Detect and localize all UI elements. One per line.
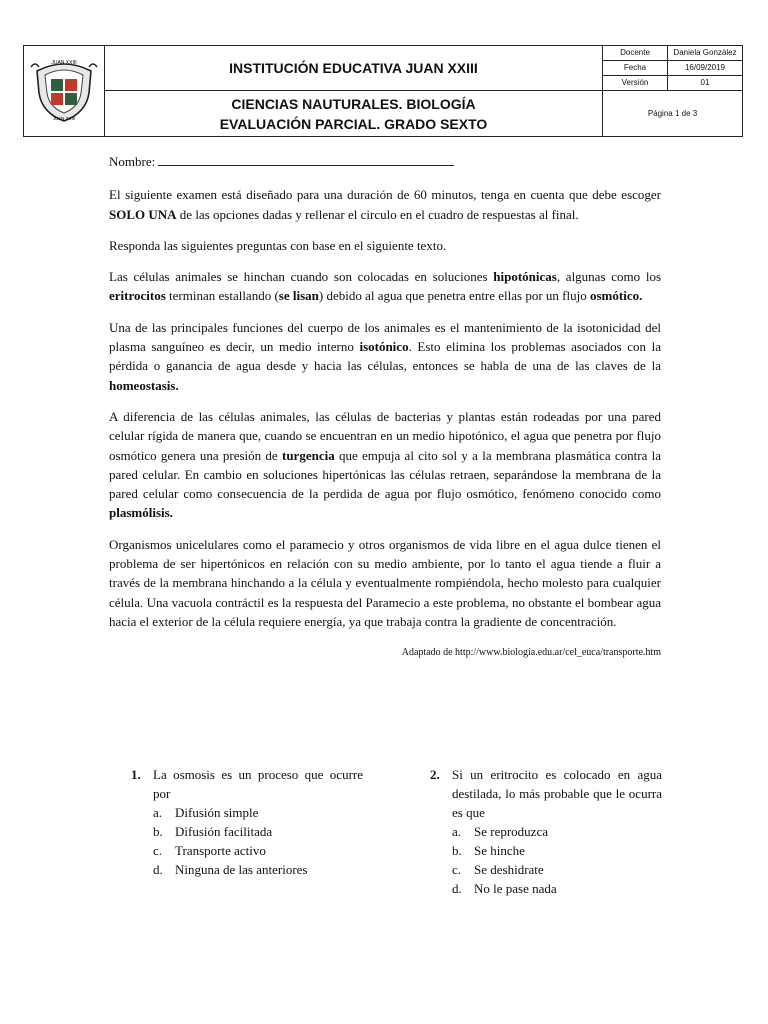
question-1-options <box>131 803 363 879</box>
option-b[interactable] <box>153 822 363 841</box>
name-field[interactable] <box>158 153 454 166</box>
option-c[interactable] <box>452 860 662 879</box>
p3-text-1: A diferencia de las células animales, las células de bacterias y plantas están rodeadas por una pared celular rígida de manera que, cuando se encuentran en un medio hipotónico, el agua que penetra por flujo osmótico genera una presión de <box>109 408 661 463</box>
meta-values-top <box>668 46 743 91</box>
docente-label: Docente <box>603 46 667 61</box>
name-line <box>109 152 661 171</box>
option-text: Transporte activo <box>175 843 266 858</box>
intro-bold: SOLO UNA <box>109 206 177 222</box>
p3-text-2: que empuja al cito sol y a la membrana plasmática contra la pared celular. En cambio en soluciones hipertónicas las células retraen, separándose la membrana de la pared celular como consecuencia de la perdida de agua por flujo osmótico, fenómeno conocido como <box>109 447 662 502</box>
p2-text-1: Una de las principales funciones del cuerpo de los animales es el mantenimiento de la isotonicidad del plasma sanguíneo es decir, un medio interno <box>109 319 661 355</box>
option-text: Se hinche <box>474 843 525 858</box>
paragraph-2 <box>109 318 661 395</box>
p2-bold-1: isotónico <box>359 339 409 355</box>
crest-bottom-text: JUAN XXIII <box>52 115 76 121</box>
school-crest-icon <box>29 53 99 125</box>
meta-labels-top <box>603 46 668 91</box>
fecha-label: Fecha <box>603 61 667 76</box>
paragraph-3 <box>109 407 661 523</box>
p1-text-3: terminan estallando ( <box>165 288 279 304</box>
subject-title-cell <box>105 91 603 137</box>
page-number: Página 1 de 3 <box>603 91 743 137</box>
question-2-options <box>430 822 662 898</box>
p2-bold-2: homeostasis. <box>109 377 179 393</box>
crest-top-text: JUAN XXIII <box>51 59 77 66</box>
version-value: 01 <box>700 78 710 87</box>
paragraph-1 <box>109 267 661 306</box>
option-text: Se reproduzca <box>474 824 548 839</box>
option-c[interactable] <box>153 841 363 860</box>
p1-text-2: , algunas como los <box>556 269 661 285</box>
document-header <box>23 45 743 137</box>
option-text: Se deshidrate <box>474 862 544 877</box>
question-number: 1. <box>131 767 141 782</box>
option-letter: b. <box>153 824 163 839</box>
option-d[interactable] <box>153 860 363 879</box>
question-2 <box>430 765 662 898</box>
intro-text-2: de las opciones dadas y rellenar el circulo en el cuadro de respuestas al final. <box>176 206 579 222</box>
option-a[interactable] <box>452 822 662 841</box>
question-1-header <box>131 765 363 803</box>
intro-paragraph <box>109 185 661 224</box>
docente-value: Daniela González <box>668 46 742 61</box>
option-text: Difusión facilitada <box>175 824 273 839</box>
option-text: Ninguna de las anteriores <box>175 862 308 877</box>
question-text: La osmosis es un proceso que ocurre por <box>153 767 363 801</box>
option-letter: c. <box>153 843 163 858</box>
p1-text-4: ) debido al agua que penetra entre ellas por un flujo <box>318 288 590 304</box>
intro-text-1: El siguiente examen está diseñado para una duración de 60 minutos, tenga en cuenta que debe escoger <box>109 187 661 203</box>
option-letter: a. <box>452 824 462 839</box>
institution-title: INSTITUCIÓN EDUCATIVA JUAN XXIII <box>105 46 603 91</box>
option-letter: c. <box>452 862 462 877</box>
question-text: Si un eritrocito es colocado en agua destilada, lo más probable que le ocurra es que <box>452 767 662 820</box>
question-number: 2. <box>430 767 440 782</box>
question-1 <box>131 765 363 879</box>
option-letter: d. <box>452 881 462 896</box>
question-2-header <box>430 765 662 822</box>
option-letter: b. <box>452 843 462 858</box>
source-credit: Adaptado de http://www.biología.edu.ar/cel_euca/transporte.htm <box>401 647 661 659</box>
option-d[interactable] <box>452 879 662 898</box>
option-b[interactable] <box>452 841 662 860</box>
option-text: No le pase nada <box>474 881 557 896</box>
instruction-paragraph: Responda las siguientes preguntas con base en el siguiente texto. <box>109 237 447 253</box>
p2-text-2: . Esto elimina los problemas asociados con la pérdida o ganancia de agua desde y hacia las células, entonces se habla de una de las claves de la <box>109 339 661 374</box>
logo-cell <box>24 46 105 137</box>
version-label: Versión <box>621 78 649 87</box>
exam-content <box>109 152 661 675</box>
p3-bold-1: turgencia <box>281 447 335 463</box>
name-label: Nombre: <box>109 154 156 169</box>
option-text: Difusión simple <box>175 805 259 820</box>
p1-text-1: Las células animales se hinchan cuando son colocadas en soluciones <box>109 269 494 285</box>
exam-title: EVALUACIÓN PARCIAL. GRADO SEXTO <box>219 115 488 132</box>
p1-bold-2: eritrocitos <box>109 288 166 304</box>
p3-bold-2: plasmólisis. <box>109 505 173 521</box>
option-letter: a. <box>153 805 163 820</box>
p1-bold-1: hipotónicas <box>493 269 557 285</box>
p1-bold-4: osmótico. <box>589 288 643 304</box>
option-a[interactable] <box>153 803 363 822</box>
p1-bold-3: se lisan <box>278 288 319 304</box>
fecha-value: 16/09/2019 <box>668 61 742 76</box>
subject-title: CIENCIAS NAUTURALES. BIOLOGÍA <box>231 95 476 112</box>
paragraph-4: Organismos unicelulares como el paramecio y otros organismos de vida libre en el agua dulce tienen el problema de ser hipertónicos en relación con su medio ambiente, por lo tanto el agua tiende a fluir a través de la membrana hinchando a la célula y eventualmente rompiéndola, hecho molesto para cualquier célula. Una vacuola contráctil es la respuesta del Paramecio a este problema, no obstante el bombear agua hacia el exterior de la célula requiere energía, ya que trabaja contra la gradiente de concentración. <box>109 536 661 629</box>
option-letter: d. <box>153 862 163 877</box>
